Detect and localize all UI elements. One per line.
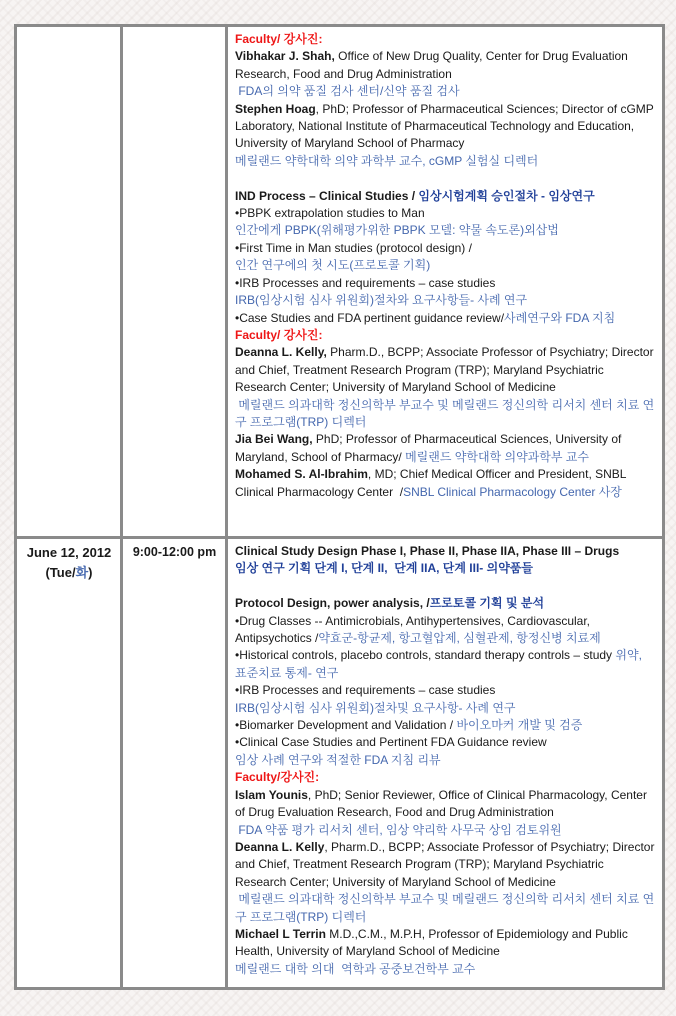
paragraph bbox=[235, 752, 656, 769]
text-run: 메릴랜드 대학 의대 역학과 공중보건학부 교수 bbox=[235, 961, 476, 976]
paragraph bbox=[235, 257, 656, 274]
text-run: 임상 연구 기획 단계 I, 단계 II, 단계 IIA, 단계 III- 의약품들 bbox=[235, 561, 534, 576]
paragraph bbox=[235, 613, 656, 648]
text-run: 인간 연구에의 첫 시도(프로토콜 기획) bbox=[235, 258, 431, 273]
paragraph bbox=[235, 170, 656, 187]
text-run: •Case Studies and FDA pertinent guidance review/ bbox=[235, 310, 505, 325]
text-run: Faculty/강사진: bbox=[235, 770, 320, 785]
text-run: FDA 약품 평가 리서치 센터, 임상 약리학 사무국 상임 검토위원 bbox=[235, 822, 562, 837]
paragraph bbox=[235, 292, 656, 309]
paragraph bbox=[235, 83, 656, 100]
paragraph bbox=[235, 926, 656, 961]
paragraph bbox=[235, 700, 656, 717]
text-run: 사례연구와 FDA 지침 bbox=[504, 310, 616, 325]
paragraph bbox=[235, 717, 656, 734]
paragraph bbox=[235, 560, 656, 577]
text-run: IND Process – Clinical Studies / bbox=[235, 188, 419, 203]
text-run: ) bbox=[88, 565, 93, 580]
text-run: 메릴랜드 의과대학 정신의학부 부교수 및 메릴랜드 정신의학 리서치 센터 치료 연구 프로그램(TRP) 디렉터 bbox=[235, 892, 655, 924]
date-cell-row2 bbox=[16, 538, 122, 989]
text-run: , MD; Chief Medical Officer and President, SNBL Clinical Pharmacology Center / bbox=[235, 467, 630, 499]
text-run: 화 bbox=[75, 565, 89, 580]
text-run: Islam Younis bbox=[235, 787, 308, 802]
session-content bbox=[228, 27, 662, 505]
text-run: Deanna L. Kelly bbox=[235, 839, 325, 854]
paragraph bbox=[24, 563, 114, 583]
paragraph bbox=[235, 327, 656, 344]
text-run: Mohamed S. Al-Ibrahim bbox=[235, 467, 368, 482]
session-content-cell-row2 bbox=[227, 538, 664, 989]
paragraph bbox=[235, 310, 656, 327]
text-run: June 12, 2012 bbox=[26, 545, 112, 560]
paragraph bbox=[235, 397, 656, 432]
paragraph bbox=[235, 240, 656, 257]
text-run: •Historical controls, placebo controls, standard therapy controls – study bbox=[235, 648, 616, 663]
session-content-cell-row1 bbox=[227, 26, 664, 538]
text-run: •First Time in Man studies (protocol design) / bbox=[235, 240, 472, 255]
paragraph bbox=[130, 544, 219, 561]
paragraph bbox=[235, 961, 656, 978]
schedule-table bbox=[14, 24, 665, 990]
text-run: •Clinical Case Studies and Pertinent FDA Guidance review bbox=[235, 735, 547, 750]
paragraph bbox=[235, 647, 656, 682]
paragraph bbox=[235, 578, 656, 595]
text-run: IRB(임상시험 심사 위원회)절차와 요구사항들- 사례 연구 bbox=[235, 293, 528, 308]
text-run: Clinical Study Design Phase I, Phase II, Phase IIA, Phase III – Drugs bbox=[235, 544, 620, 558]
paragraph bbox=[235, 787, 656, 822]
text-run: Stephen Hoag bbox=[235, 101, 316, 116]
date-cell-content bbox=[17, 539, 120, 587]
time-cell-row2 bbox=[122, 538, 227, 989]
text-run: 임상시험계획 승인절차 - 임상연구 bbox=[418, 188, 595, 203]
paragraph bbox=[235, 431, 656, 466]
text-run: •IRB Processes and requirements – case studies bbox=[235, 275, 496, 290]
time-cell-row1 bbox=[122, 26, 227, 538]
paragraph bbox=[235, 466, 656, 501]
paragraph bbox=[235, 48, 656, 83]
text-run: , PhD; Senior Reviewer, Office of Clinical Pharmacology, Center of Drug Evaluation Research, Food and Drug Administration bbox=[235, 787, 651, 820]
text-run: Deanna L. Kelly, bbox=[235, 345, 331, 360]
text-run: M.D.,C.M., M.P.H, Professor of Epidemiology and Public Health, University of Maryland School of Medicine bbox=[235, 926, 632, 959]
paragraph bbox=[235, 595, 656, 612]
text-run: 메릴랜드 약학대학 의약과학부 교수 bbox=[401, 449, 589, 464]
paragraph bbox=[235, 101, 656, 153]
text-run: Faculty/ 강사진: bbox=[235, 32, 323, 46]
paragraph bbox=[235, 344, 656, 396]
text-run: IRB(임상시험 심사 위원회)절차및 요구사항- 사례 연구 bbox=[235, 700, 516, 715]
table-row-june-12 bbox=[16, 538, 664, 989]
paragraph bbox=[235, 769, 656, 786]
text-run: Office of New Drug Quality, Center for Drug Evaluation Research, Food and Drug Administration bbox=[235, 49, 632, 81]
text-run: Faculty/ 강사진: bbox=[235, 327, 323, 342]
text-run: 위약, 표준치료 통제- 연구 bbox=[235, 648, 646, 680]
text-run: FDA의 의약 품질 검사 센터/신약 품질 검사 bbox=[235, 84, 460, 99]
text-run: 9:00-12:00 pm bbox=[132, 545, 217, 559]
text-run: SNBL Clinical Pharmacology Center 사장 bbox=[403, 484, 622, 499]
paragraph bbox=[24, 543, 114, 563]
text-run: PhD; Professor of Pharmaceutical Sciences, University of Maryland, School of Pharmacy/ bbox=[235, 432, 625, 464]
text-run: 약효군-항균제, 항고혈압제, 심혈관제, 항정신병 치료제 bbox=[318, 631, 601, 646]
paragraph bbox=[235, 682, 656, 699]
text-run: 프로토콜 기획 및 분석 bbox=[429, 596, 545, 611]
paragraph bbox=[235, 543, 656, 560]
paragraph bbox=[235, 222, 656, 239]
paragraph bbox=[235, 153, 656, 170]
text-run: •Drug Classes -- Antimicrobials, Antihypertensives, Cardiovascular, Antipsychotics / bbox=[235, 613, 593, 646]
paragraph bbox=[235, 31, 656, 48]
text-run: 인간에게 PBPK(위해평가위한 PBPK 모델: 약물 속도론)외삽법 bbox=[235, 223, 559, 238]
text-run: (Tue/ bbox=[45, 565, 76, 580]
text-run: 임상 사례 연구와 적절한 FDA 지침 리뷰 bbox=[235, 752, 441, 767]
date-cell-content bbox=[17, 27, 120, 35]
paragraph bbox=[235, 839, 656, 891]
time-cell-content bbox=[123, 27, 225, 36]
text-run: , PhD; Professor of Pharmaceutical Sciences; Director of cGMP Laboratory, National Institute of Pharmaceutical Technology and Education, University of Maryland School of Pharmacy bbox=[235, 101, 657, 151]
text-run: Pharm.D., BCPP; Associate Professor of Psychiatry; Director and Chief, Treatment Research Program (TRP); Maryland Psychiatric Research Center; University of Maryland School of Medicine bbox=[235, 345, 657, 395]
text-run: •IRB Processes and requirements – case studies bbox=[235, 683, 496, 698]
paragraph bbox=[235, 205, 656, 222]
text-run: 메릴랜드 의과대학 정신의학부 부교수 및 메릴랜드 정신의학 리서치 센터 치료 연구 프로그램(TRP) 디렉터 bbox=[235, 397, 655, 429]
text-run: 바이오마커 개발 및 검증 bbox=[456, 718, 583, 733]
date-cell-row1 bbox=[16, 26, 122, 538]
paragraph bbox=[235, 822, 656, 839]
text-run: Vibhakar J. Shah, bbox=[235, 49, 339, 64]
time-cell-content bbox=[123, 539, 225, 565]
paragraph bbox=[235, 891, 656, 926]
paragraph bbox=[235, 734, 656, 751]
paragraph bbox=[235, 275, 656, 292]
text-run: •PBPK extrapolation studies to Man bbox=[235, 206, 425, 221]
text-run: 메릴랜드 약학대학 의약 과학부 교수, cGMP 실험실 디렉터 bbox=[235, 153, 539, 168]
text-run: Jia Bei Wang, bbox=[235, 432, 316, 447]
table-row-continuation bbox=[16, 26, 664, 538]
text-run: Protocol Design, power analysis, / bbox=[235, 596, 430, 611]
text-run: •Biomarker Development and Validation / bbox=[235, 718, 457, 733]
paragraph bbox=[235, 188, 656, 205]
session-content bbox=[228, 539, 662, 982]
text-run: , Pharm.D., BCPP; Associate Professor of Psychiatry; Director and Chief, Treatment Research Program (TRP); Maryland Psychiatric Research Center; University of Maryland School of Medicine bbox=[235, 839, 658, 889]
text-run: Michael L Terrin bbox=[235, 926, 326, 941]
